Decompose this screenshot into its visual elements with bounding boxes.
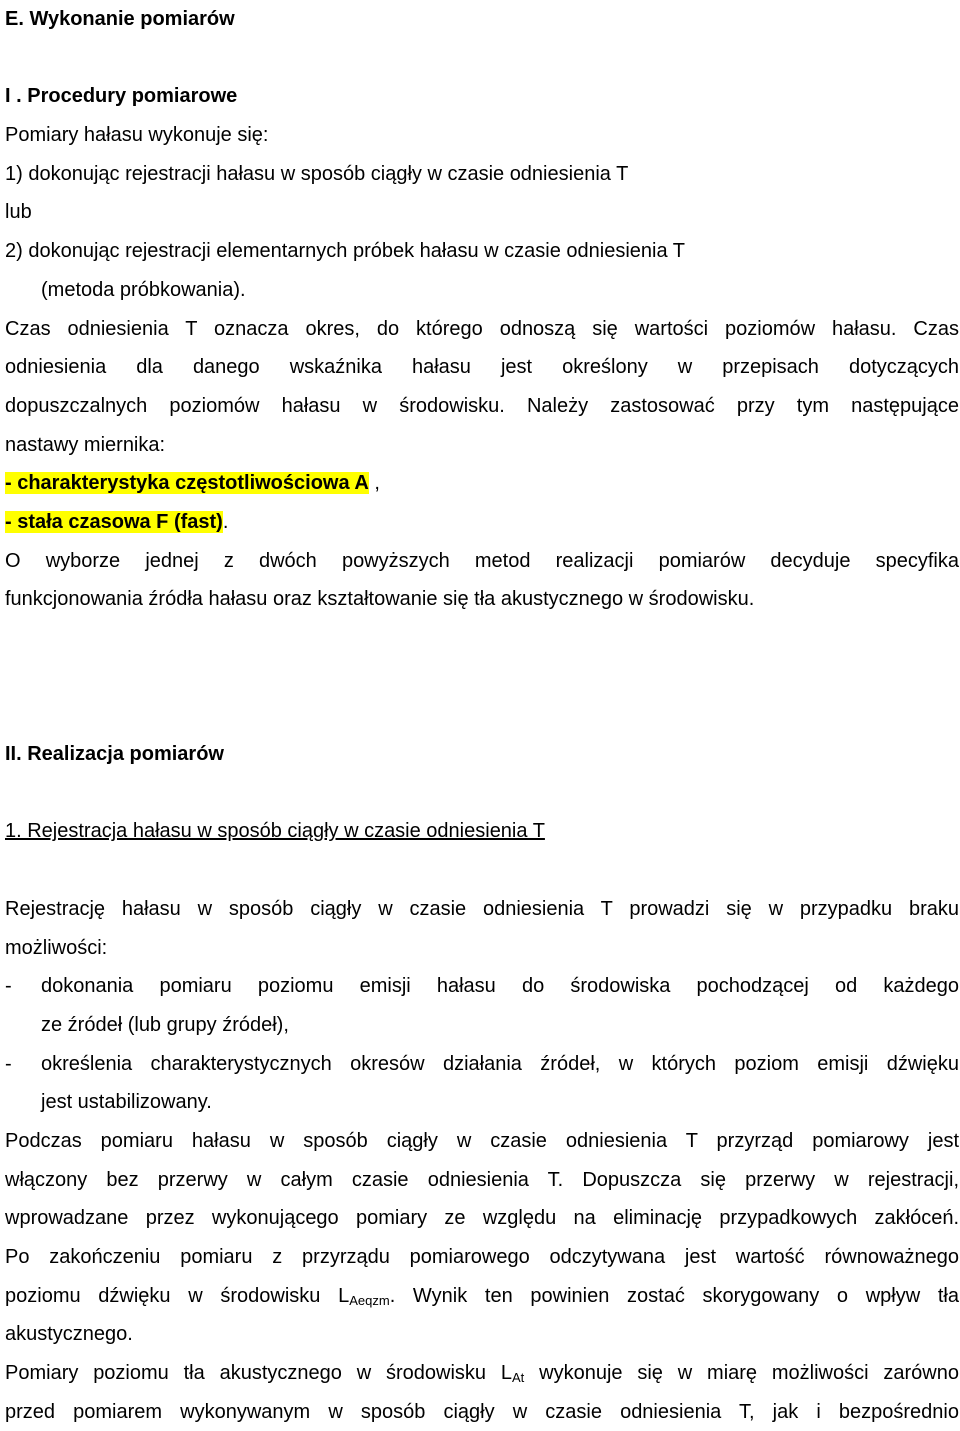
paragraph-line-with-subscript [5,1277,959,1316]
paragraph-line: możliwości: [5,936,108,959]
meter-setting-frequency [5,464,959,503]
section-title: E. Wykonanie pomiarów [5,8,235,30]
paragraph-line: Rejestrację hałasu w sposób ciągły w czasie odniesienia T prowadzi się w przypadku braku [5,897,959,920]
paragraph-line: przed pomiarem wykonywanym w sposób ciągły w czasie odniesienia T, jak i bezpośrednio [5,1400,959,1423]
bullet-continuation: jest ustabilizowany. [41,1091,212,1114]
paragraph-line: nastawy miernika: [5,433,166,456]
text-fragment: Pomiary poziomu tła akustycznego w środowisku L [5,1362,512,1385]
paragraph-line: wprowadzane przez wykonującego pomiary ze względu na eliminację przypadkowych zakłóceń. [5,1207,959,1230]
setting-punctuation: . [222,510,229,533]
text-fragment: . Wynik ten powinien zostać skorygowany o wpływ tła [389,1284,959,1307]
meter-setting-time [5,503,959,542]
setting-punctuation: , [368,472,380,495]
document-page [5,0,959,1431]
paragraph-line: dopuszczalnych poziomów hałasu w środowisku. Należy zastosować przy tym następujące [5,394,959,417]
paragraph-line: akustycznego. [5,1323,133,1346]
paragraph-line: włączony bez przerwy w całym czasie odniesienia T. Dopuszcza się przerwy w rejestracji, [5,1168,959,1191]
spacer [5,774,959,813]
highlighted-setting: - charakterystyka częstotliwościowa A [5,472,369,495]
paragraph-line: O wyborze jednej z dwóch powyższych metod realizacji pomiarów decyduje specyfika [5,549,959,572]
or-text: lub [5,201,32,224]
text-fragment: poziomu dźwięku w środowisku L [5,1284,350,1307]
bullet-item [5,1045,959,1084]
spacer [5,851,959,890]
paragraph-line: Po zakończeniu pomiaru z przyrządu pomiarowego odczytywana jest wartość równoważnego [5,1246,959,1268]
spacer [5,619,959,658]
paragraph-line-with-subscript [5,1354,959,1393]
bullet-dash: - [5,1052,12,1075]
method-item-2-continuation: (metoda próbkowania). [41,278,246,301]
part2-heading: II. Realizacja pomiarów [5,743,224,766]
subscript: At [512,1370,525,1386]
paragraph-line: funkcjonowania źródła hałasu oraz kształtowanie się tła akustycznego w środowisku. [5,588,755,611]
subsection-title: 1. Rejestracja hałasu w sposób ciągły w czasie odniesienia T [5,820,545,843]
paragraph-line: odniesienia dla danego wskaźnika hałasu jest określony w przepisach dotyczących [5,356,959,379]
subscript: Aeqzm [349,1292,390,1308]
bullet-text: dokonania pomiaru poziomu emisji hałasu do środowiska pochodzącej od każdego [41,975,959,998]
bullet-continuation: ze źródeł (lub grupy źródeł), [41,1013,289,1036]
subsection-heading [5,812,959,851]
method-item-2: 2) dokonując rejestracji elementarnych próbek hałasu w czasie odniesienia T [5,240,685,263]
bullet-item [5,967,959,1006]
spacer [5,658,959,697]
spacer [5,696,959,735]
part1-intro: Pomiary hałasu wykonuje się: [5,124,269,147]
paragraph-line: Podczas pomiaru hałasu w sposób ciągły w czasie odniesienia T przyrząd pomiarowy jest [5,1129,959,1152]
method-item-1: 1) dokonując rejestracji hałasu w sposób ciągły w czasie odniesienia T [5,162,629,185]
part1-heading: I . Procedury pomiarowe [5,85,238,108]
bullet-text: określenia charakterystycznych okresów działania źródeł, w których poziom emisji dźwięku [41,1052,959,1075]
spacer [5,39,959,78]
paragraph-line: Czas odniesienia T oznacza okres, do którego odnoszą się wartości poziomów hałasu. Czas [5,317,959,340]
highlighted-setting: - stała czasowa F (fast) [5,510,223,533]
text-fragment: wykonuje się w miarę możliwości zarówno [524,1362,959,1385]
bullet-dash: - [5,975,12,998]
